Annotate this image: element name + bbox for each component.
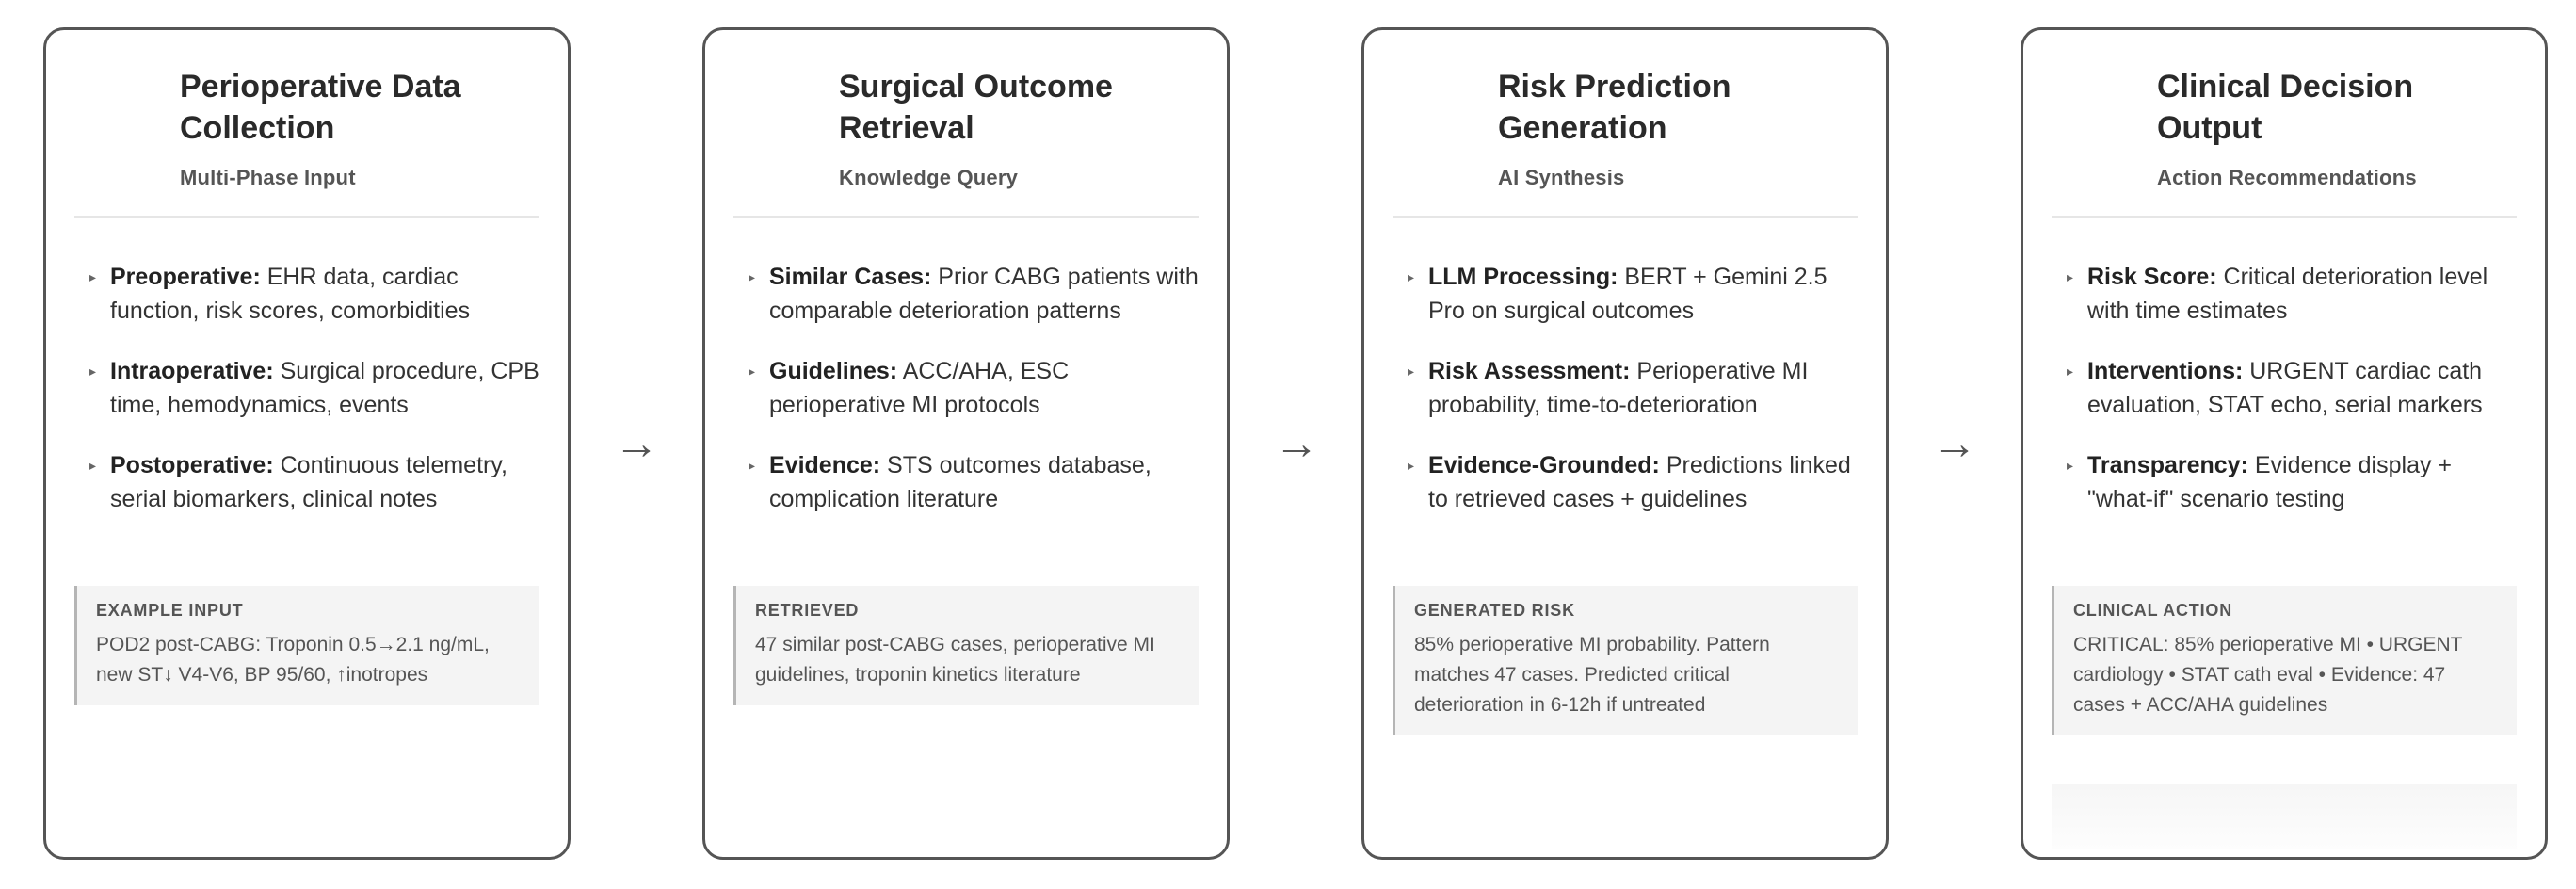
list-item: [2052, 448, 2522, 516]
list-item: [1393, 260, 1863, 328]
example-label: CLINICAL ACTION: [2073, 601, 2232, 620]
flow-arrow-icon: →: [614, 419, 659, 469]
bullet-icon: ▸: [1408, 364, 1415, 379]
item-label: Interventions:: [2087, 358, 2244, 384]
list-item: [1393, 448, 1863, 516]
example-box: [733, 586, 1199, 705]
item-label: Preoperative:: [110, 264, 261, 290]
bullet-icon: ▸: [89, 364, 97, 379]
item-label: Postoperative:: [110, 452, 274, 478]
card-title: Surgical Outcome Retrieval: [839, 69, 1113, 146]
bullet-icon: ▸: [89, 458, 97, 473]
divider: [2052, 216, 2517, 218]
fade-overlay: [2052, 784, 2517, 849]
card-clinical-decision: [2021, 27, 2548, 860]
example-label: GENERATED RISK: [1414, 601, 1575, 620]
item-label: Risk Score:: [2087, 264, 2217, 290]
item-list: [2052, 260, 2522, 542]
item-text: Predictions linked to retrieved cases + guidelines: [1428, 452, 1851, 512]
card-subtitle: Multi-Phase Input: [180, 166, 356, 189]
item-text: EHR data, cardiac function, risk scores, comorbidities: [110, 264, 471, 324]
item-list: [1393, 260, 1863, 542]
example-box: [1393, 586, 1858, 735]
item-text: Evidence display + "what-if" scenario testing: [2087, 452, 2453, 512]
item-label: Evidence-Grounded:: [1428, 452, 1660, 478]
example-label: RETRIEVED: [755, 601, 860, 620]
bullet-icon: ▸: [2067, 269, 2074, 284]
bullet-icon: ▸: [1408, 458, 1415, 473]
example-text: CRITICAL: 85% perioperative MI • URGENT cardiology • STAT cath eval • Evidence: 47 cases + ACC/AHA guidelines: [2073, 634, 2463, 716]
example-text: POD2 post-CABG: Troponin 0.5→2.1 ng/mL, new ST↓ V4-V6, BP 95/60, ↑inotropes: [96, 634, 490, 686]
card-subtitle: Knowledge Query: [839, 166, 1019, 189]
card-risk-prediction: [1361, 27, 1889, 860]
card-title: Clinical Decision Output: [2157, 69, 2414, 146]
bullet-icon: ▸: [749, 458, 756, 473]
item-label: Guidelines:: [769, 358, 898, 384]
bullet-icon: ▸: [749, 269, 756, 284]
card-data-collection: [43, 27, 571, 860]
item-list: [733, 260, 1204, 542]
example-label: EXAMPLE INPUT: [96, 601, 244, 620]
item-label: Intraoperative:: [110, 358, 274, 384]
divider: [74, 216, 539, 218]
item-text: Critical deterioration level with time estimates: [2087, 264, 2488, 324]
bullet-icon: ▸: [2067, 458, 2074, 473]
bullet-icon: ▸: [2067, 364, 2074, 379]
card-outcome-retrieval: [702, 27, 1230, 860]
list-item: [74, 260, 545, 328]
list-item: [733, 448, 1204, 516]
list-item: [2052, 354, 2522, 422]
card-title: Risk Prediction Generation: [1498, 69, 1731, 146]
item-text: ACC/AHA, ESC perioperative MI protocols: [769, 358, 1070, 418]
list-item: [733, 260, 1204, 328]
item-label: LLM Processing:: [1428, 264, 1618, 290]
item-text: Perioperative MI probability, time-to-deterioration: [1428, 358, 1809, 418]
item-text: Prior CABG patients with comparable deterioration patterns: [769, 264, 1199, 324]
example-text: 85% perioperative MI probability. Pattern matches 47 cases. Predicted critical deterioration in 6-12h if untreated: [1414, 634, 1770, 716]
list-item: [2052, 260, 2522, 328]
card-subtitle: Action Recommendations: [2157, 166, 2417, 189]
bullet-icon: ▸: [1408, 269, 1415, 284]
item-text: Continuous telemetry, serial biomarkers, clinical notes: [110, 452, 507, 512]
list-item: [74, 354, 545, 422]
list-item: [1393, 354, 1863, 422]
item-text: BERT + Gemini 2.5 Pro on surgical outcomes: [1428, 264, 1827, 324]
item-list: [74, 260, 545, 542]
flow-arrow-icon: →: [1274, 419, 1319, 469]
item-label: Similar Cases:: [769, 264, 932, 290]
divider: [733, 216, 1199, 218]
item-label: Transparency:: [2087, 452, 2248, 478]
item-text: STS outcomes database, complication literature: [769, 452, 1151, 512]
bullet-icon: ▸: [749, 364, 756, 379]
card-title: Perioperative Data Collection: [180, 69, 461, 146]
bullet-icon: ▸: [89, 269, 97, 284]
example-box: [2052, 586, 2517, 735]
item-label: Risk Assessment:: [1428, 358, 1631, 384]
item-text: Surgical procedure, CPB time, hemodynamics, events: [110, 358, 539, 418]
card-subtitle: AI Synthesis: [1498, 166, 1625, 189]
divider: [1393, 216, 1858, 218]
list-item: [733, 354, 1204, 422]
example-box: [74, 586, 539, 705]
list-item: [74, 448, 545, 516]
example-text: 47 similar post-CABG cases, perioperative MI guidelines, troponin kinetics literature: [755, 634, 1155, 686]
item-label: Evidence:: [769, 452, 881, 478]
flow-arrow-icon: →: [1932, 419, 1977, 469]
item-text: URGENT cardiac cath evaluation, STAT echo, serial markers: [2087, 358, 2483, 418]
